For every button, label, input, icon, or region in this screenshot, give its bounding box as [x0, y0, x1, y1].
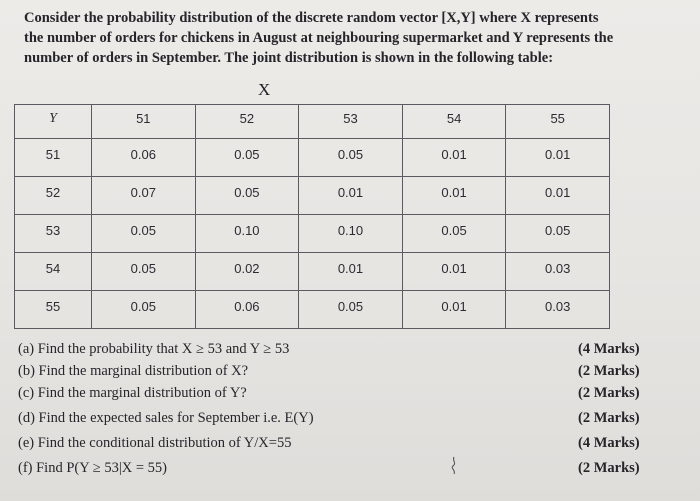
probability-cell: 0.05	[506, 215, 610, 253]
statement-line-1: Consider the probability distribution of the discrete random vector [X,Y] where X represents	[24, 10, 599, 26]
marks-f: (2 Marks)	[578, 460, 640, 476]
probability-cell: 0.01	[506, 139, 610, 177]
marks-d: (2 Marks)	[578, 410, 640, 426]
y-value-cell: 51	[15, 139, 92, 177]
x-header-cell: 55	[506, 105, 610, 139]
question-b: (b) Find the marginal distribution of X?	[18, 363, 249, 379]
statement-line-2: the number of orders for chickens in August at neighbouring supermarket and Y represents the	[24, 30, 614, 46]
question-c: (c) Find the marginal distribution of Y?	[18, 385, 247, 401]
marks-e: (4 Marks)	[578, 435, 640, 451]
marks-a: (4 Marks)	[578, 341, 640, 357]
marks-c: (2 Marks)	[578, 385, 640, 401]
question-f: (f) Find P(Y ≥ 53|X = 55)	[18, 460, 167, 476]
probability-cell: 0.06	[195, 291, 299, 329]
probability-cell: 0.01	[402, 177, 506, 215]
marks-b: (2 Marks)	[578, 363, 640, 379]
probability-cell: 0.02	[195, 253, 299, 291]
problem-statement	[24, 8, 674, 68]
x-header-cell: 51	[92, 105, 196, 139]
y-value-cell: 54	[15, 253, 92, 291]
probability-cell: 0.05	[299, 291, 403, 329]
table-header-row	[15, 105, 610, 139]
probability-cell: 0.05	[299, 139, 403, 177]
probability-cell: 0.05	[92, 215, 196, 253]
y-value-cell: 53	[15, 215, 92, 253]
marks-column	[578, 338, 688, 479]
joint-distribution-table	[14, 104, 610, 329]
probability-cell: 0.01	[402, 139, 506, 177]
question-a: (a) Find the probability that X ≥ 53 and Y ≥ 53	[18, 341, 290, 357]
table-row	[15, 253, 610, 291]
probability-cell: 0.05	[195, 177, 299, 215]
probability-cell: 0.07	[92, 177, 196, 215]
probability-cell: 0.10	[195, 215, 299, 253]
probability-cell: 0.01	[402, 253, 506, 291]
probability-cell: 0.05	[195, 139, 299, 177]
probability-cell: 0.01	[299, 253, 403, 291]
probability-cell: 0.01	[402, 291, 506, 329]
question-d: (d) Find the expected sales for September i.e. E(Y)	[18, 410, 314, 426]
probability-cell: 0.03	[506, 253, 610, 291]
table-row	[15, 177, 610, 215]
probability-cell: 0.01	[299, 177, 403, 215]
probability-cell: 0.06	[92, 139, 196, 177]
y-value-cell: 55	[15, 291, 92, 329]
probability-cell: 0.10	[299, 215, 403, 253]
probability-cell: 0.05	[92, 253, 196, 291]
pen-mark-icon	[448, 455, 460, 477]
probability-cell: 0.03	[506, 291, 610, 329]
x-variable-heading: X	[258, 80, 271, 99]
x-header-cell: 52	[195, 105, 299, 139]
x-header-cell: 54	[402, 105, 506, 139]
probability-cell: 0.01	[506, 177, 610, 215]
statement-line-3: number of orders in September. The joint distribution is shown in the following table:	[24, 50, 554, 66]
y-value-cell: 52	[15, 177, 92, 215]
probability-cell: 0.05	[402, 215, 506, 253]
x-header-cell: 53	[299, 105, 403, 139]
y-column-header: Y	[15, 105, 92, 139]
question-list	[18, 338, 438, 479]
question-e: (e) Find the conditional distribution of Y/X=55	[18, 435, 292, 451]
table-row	[15, 291, 610, 329]
table-row	[15, 139, 610, 177]
probability-cell: 0.05	[92, 291, 196, 329]
table-row	[15, 215, 610, 253]
